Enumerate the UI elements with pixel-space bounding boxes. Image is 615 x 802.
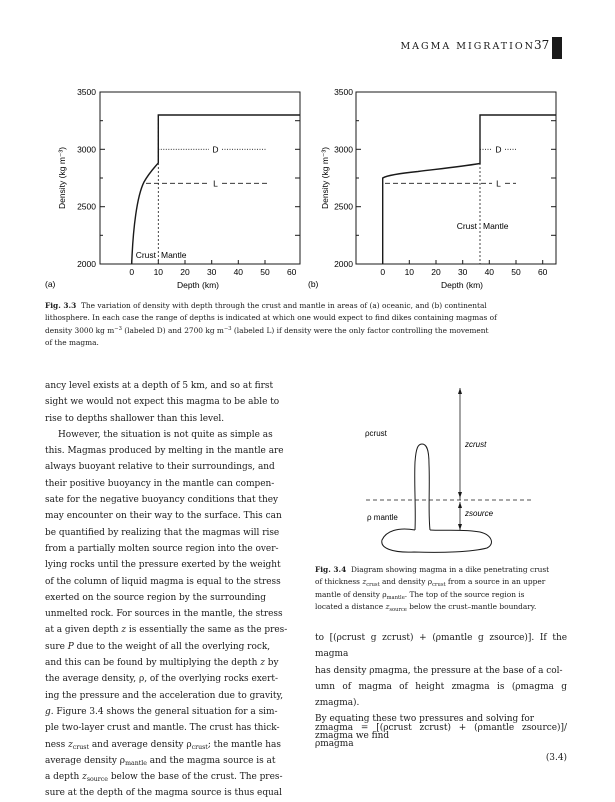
y-tick-label: 3000 xyxy=(77,144,96,155)
x-tick-label: 50 xyxy=(260,267,270,277)
x-tick-label: 50 xyxy=(511,267,521,277)
y-tick-label: 3000 xyxy=(334,144,353,155)
x-tick-label: 0 xyxy=(129,267,135,277)
y-tick-label: 2000 xyxy=(77,259,96,269)
x-tick-label: 20 xyxy=(180,267,190,277)
header-tab-marker xyxy=(552,37,562,59)
density-curve-a xyxy=(132,115,300,264)
label-L-b: L xyxy=(496,178,501,189)
page-number: 37 xyxy=(534,38,550,52)
y-tick-label: 2500 xyxy=(77,201,96,212)
x-tick-label: 10 xyxy=(404,267,415,277)
y-tick-label: 3500 xyxy=(334,87,353,97)
x-tick-label: 30 xyxy=(457,267,468,277)
y-axis-label: Density (kg m⁻³) xyxy=(320,146,330,210)
label-D-b: D xyxy=(495,144,502,155)
equation-3-4: zmagma = [(ρcrust zcrust) + (ρmantle zsource)]/ρmagma (3.4) xyxy=(315,723,567,763)
x-axis-label: Depth (km) xyxy=(176,280,220,290)
y-ticks-b xyxy=(356,92,556,264)
label-rho-crust: ρcrust xyxy=(365,429,387,438)
x-tick-label: 10 xyxy=(153,267,164,277)
y-ticks-a xyxy=(100,92,300,264)
x-tick-label: 60 xyxy=(286,267,297,277)
density-curve-b xyxy=(383,115,556,264)
plot-frame-b xyxy=(356,92,556,264)
running-header: MAGMA MIGRATION xyxy=(400,41,535,52)
x-ticks-b xyxy=(409,260,542,264)
arrow-down-icon xyxy=(458,492,462,498)
x-tick-label: 60 xyxy=(537,267,548,277)
x-tick-label: 0 xyxy=(380,267,386,277)
x-tick-label: 30 xyxy=(206,267,217,277)
arrow-top-icon xyxy=(458,388,462,394)
figure-3-4 xyxy=(362,388,542,556)
label-D-a: D xyxy=(212,144,219,155)
y-tick-label: 3500 xyxy=(77,87,96,97)
region-label-crust: Crust xyxy=(135,250,156,260)
x-ticks-a xyxy=(132,260,265,264)
region-label-mantle: Mantle xyxy=(161,250,187,260)
label-z-source: zsource xyxy=(465,509,494,518)
x-tick-label: 40 xyxy=(484,267,495,277)
label-L-a: L xyxy=(213,178,218,189)
panel-label-a: (a) xyxy=(45,279,56,289)
x-tick-label: 40 xyxy=(233,267,244,277)
left-column-text: ancy level exists at a depth of 5 km, and so at first sight we would not expect this magma to be able to rise to depths shallower than this level. However, the situation is not quite as simple as this. Magmas produced by melting in the mantle are always buoyant relative to their surroundings, and their positive buoyancy in the mantle can compen- sate for the negative buoyancy conditions that they may encounter on their way to the surface. This can be quantified by realizing that the magmas will rise from a partially molten source region into the over- lying rocks until the pressure exerted by the weight of the column of liquid magma is equal to the stress exerted on the source region by the surrounding unmelted rock. For sources in the mantle, the stress at a given depth z is essentially the same as the pres- sure P due to the weight of all the overlying rock, and this can be found by multiplying the depth z by the average density, ρ, of the overlying rocks exert- ing the pressure and the acceleration due to gravity, g. Figure 3.4 shows the general situation for a sim- ple two-layer crust and mantle. The crust has thick- ness $z_{crust}$ and average density $\rho_{crust}$; the mantle has average density $\rho_{mantle}$ and the magma source is at a depth $z_{source}$ below the base of the crust. The pres- sure at the depth of the magma source is thus equal xyxy=(45,381,288,799)
region-label-crust: Crust xyxy=(456,221,477,231)
panel-label-b: (b) xyxy=(308,279,319,289)
plot-frame-a xyxy=(100,92,300,264)
right-column-text: to [(ρcrust g zcrust) + (ρmantle g zsource)]. If the magma has density ρmagma, the pressure at the base of a col- umn of magma of height zmagma is (ρmagma g zmagma). By equating these two pressures and solving for zmagma we find xyxy=(315,633,567,741)
magma-dike xyxy=(415,444,430,530)
figure-3-3a xyxy=(45,78,315,300)
y-tick-label: 2500 xyxy=(334,201,353,212)
y-tick-label: 2000 xyxy=(334,259,353,269)
figure-3-3b xyxy=(308,78,568,300)
y-axis-label: Density (kg m⁻³) xyxy=(57,146,67,210)
figure-3-3-caption: Fig. 3.3 The variation of density with depth through the crust and mantle in areas of (a) oceanic, and (b) continental lithosphere. In each case the range of depths is indicated at which one would expect to find dikes containing magmas of density 3000 kg $m^{-3}$ (labeled D) and 2700 kg $m^{-3}$ (labeled L) if density were the only factor controlling the movement of the magma. xyxy=(45,301,497,348)
label-z-crust: zcrust xyxy=(465,440,487,449)
x-axis-label: Depth (km) xyxy=(440,280,484,290)
x-tick-label: 20 xyxy=(431,267,441,277)
label-rho-mantle: ρ mantle xyxy=(367,513,398,522)
figure-3-4-caption: Fig. 3.4 Diagram showing magma in a dike penetrating crust of thickness $z_{crust}$ and density $\rho_{crust}$ from a source in an upper mantle of density $\rho_{mantle}$. The top of the source region is located a distance $z_{source}$ below the crust–mantle boundary. xyxy=(315,565,550,614)
region-label-mantle: Mantle xyxy=(483,221,509,231)
magma-source-region xyxy=(382,529,492,552)
